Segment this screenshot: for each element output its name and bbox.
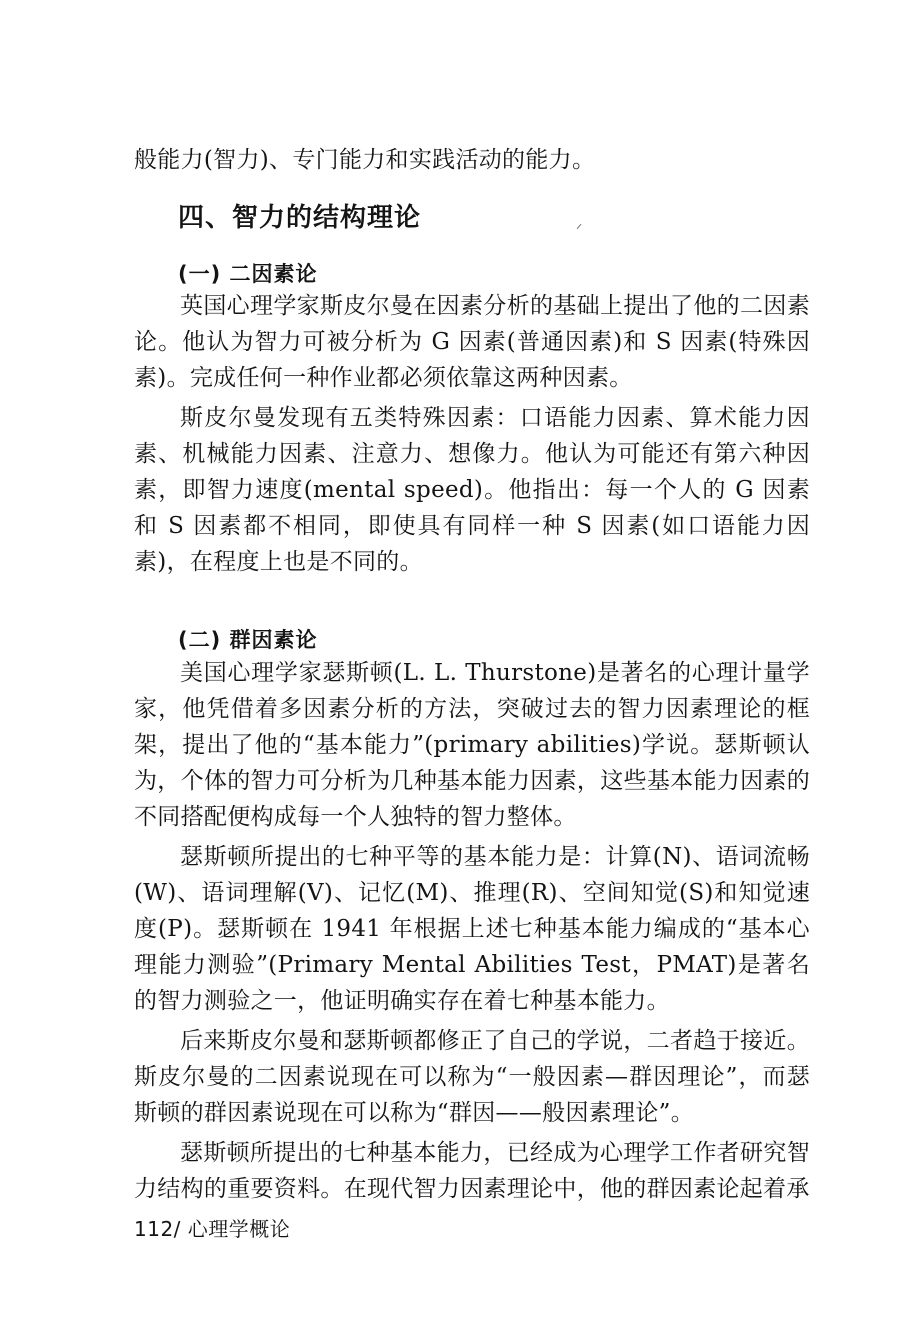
subsection-body-two-factor (134, 288, 810, 580)
subsection-heading-two-factor: (一) 二因素论 (178, 262, 318, 286)
section-title: 四、智力的结构理论 (178, 203, 422, 233)
page-footer (134, 1213, 290, 1242)
subsection-body-group-factor (134, 655, 810, 1207)
paragraph: 斯皮尔曼发现有五类特殊因素：口语能力因素、算术能力因素、机械能力因素、注意力、想像力。他认为可能还有第六种因素，即智力速度(mental speed)。他指出：每一个人的 G 因素和 S 因素都不相同，即使具有同样一种 S 因素(如口语能力因素)，在程度上也是不同的。 (134, 405, 810, 575)
paragraph: 瑟斯顿所提出的七种平等的基本能力是：计算(N)、语词流畅(W)、语词理解(V)、记忆(M)、推理(R)、空间知觉(S)和知觉速度(P)。瑟斯顿在 1941 年根据上述七种基本能力编成的“基本心理能力测验”(Primary Mental Abilities Test，PMAT)是著名的智力测验之一，他证明确实存在着七种基本能力。 (134, 844, 810, 1014)
intro-line: 般能力(智力)、专门能力和实践活动的能力。 (134, 147, 596, 173)
paragraph: 英国心理学家斯皮尔曼在因素分析的基础上提出了他的二因素论。他认为智力可被分析为 G 因素(普通因素)和 S 因素(特殊因素)。完成任何一种作业都必须依靠这两种因素。 (134, 293, 810, 391)
paragraph: 后来斯皮尔曼和瑟斯顿都修正了自己的学说，二者趋于接近。斯皮尔曼的二因素说现在可以称为“一般因素—群因理论”，而瑟斯顿的群因素说现在可以称为“群因——般因素理论”。 (134, 1028, 810, 1126)
stray-mark (577, 224, 582, 229)
page-number: 112/ (134, 1217, 181, 1241)
book-title: 心理学概论 (187, 1217, 291, 1241)
paragraph: 美国心理学家瑟斯顿(L. L. Thurstone)是著名的心理计量学家，他凭借着多因素分析的方法，突破过去的智力因素理论的框架，提出了他的“基本能力”(primary abilities)学说。瑟斯顿认为，个体的智力可分析为几种基本能力因素，这些基本能力因素的不同搭配便构成每一个人独特的智力整体。 (134, 660, 810, 830)
paragraph: 瑟斯顿所提出的七种基本能力，已经成为心理学工作者研究智力结构的重要资料。在现代智力因素理论中，他的群因素论起着承 (134, 1140, 810, 1202)
subsection-heading-group-factor: (二) 群因素论 (178, 628, 318, 652)
